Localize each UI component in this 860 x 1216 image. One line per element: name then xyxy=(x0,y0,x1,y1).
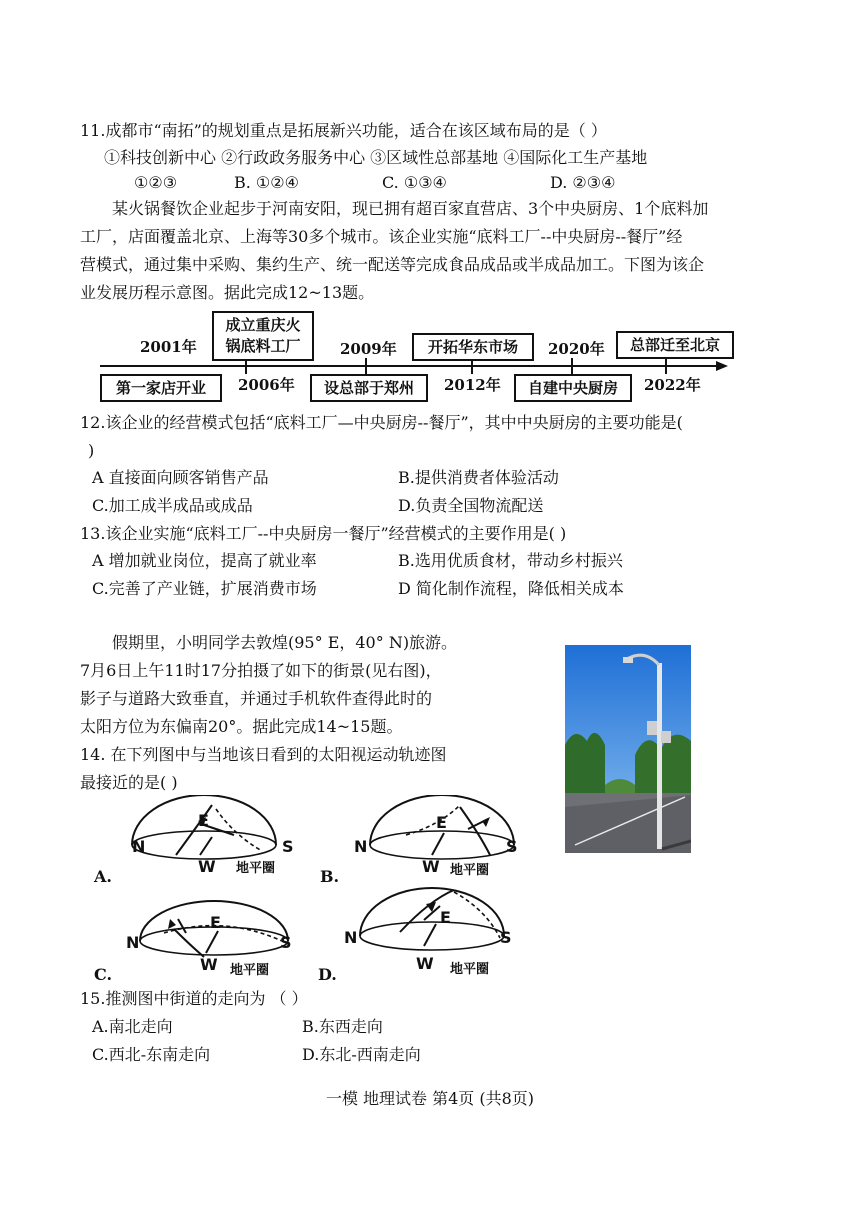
timeline-year-2006: 2006年 xyxy=(238,376,295,394)
timeline-event-2006-line1: 成立重庆火 xyxy=(225,316,301,334)
timeline-event-2020: 自建中央厨房 xyxy=(514,374,632,402)
timeline-event-2012: 开拓华东市场 xyxy=(412,333,534,361)
q15-stem: 15.推测图中街道的走向为 （ ） xyxy=(80,989,308,1008)
timeline-event-2022: 总部迁至北京 xyxy=(616,331,734,359)
q14-stem-line1: 14. 在下列图中与当地该日看到的太阳视运动轨迹图 xyxy=(80,745,447,764)
q14-c-s: S xyxy=(280,933,292,952)
page-footer: 一模 地理试卷 第4页 (共8页) xyxy=(325,1089,535,1108)
q11-items: ①科技创新中心 ②行政政务服务中心 ③区域性总部基地 ④国际化工生产基地 xyxy=(104,148,648,167)
q14-stem-line2: 最接近的是( ) xyxy=(80,773,178,792)
q12-option-b: B.提供消费者体验活动 xyxy=(398,468,559,487)
timeline-year-2012: 2012年 xyxy=(444,376,501,394)
q14-d-s: S xyxy=(500,928,512,947)
q11-option-b: B. ①②④ xyxy=(234,173,299,192)
q14-a-n: N xyxy=(132,837,146,856)
timeline-year-2009: 2009年 xyxy=(340,340,397,358)
q11-option-c: C. ①③④ xyxy=(382,173,447,192)
q14-c-horizon: 地平圈 xyxy=(230,963,270,978)
q14-c-e: E xyxy=(210,913,221,932)
q14-d-n: N xyxy=(344,928,358,947)
timeline-event-2009: 设总部于郑州 xyxy=(310,374,428,402)
passage2-line2: 7月6日上午11时17分拍摄了如下的街景(见右图)， xyxy=(80,661,442,680)
q13-option-a: A 增加就业岗位，提高了就业率 xyxy=(92,551,317,570)
passage1-line3: 营模式，通过集中采购、集约生产、统一配送等完成食品成品或半成品加工。下图为该企 xyxy=(80,255,705,274)
q15-option-a: A.南北走向 xyxy=(92,1017,173,1036)
q14-a-e: E xyxy=(198,811,209,830)
q15-option-c: C.西北-东南走向 xyxy=(92,1045,211,1064)
q13-option-c: C.完善了产业链，扩展消费市场 xyxy=(92,579,317,598)
q14-d-e: E xyxy=(440,908,451,927)
q12-option-d: D.负责全国物流配送 xyxy=(398,496,544,515)
q15-option-b: B.东西走向 xyxy=(302,1017,383,1036)
q14-option-a-diagram xyxy=(94,795,294,894)
passage2-line4: 太阳方位为东偏南20°。据此完成14~15题。 xyxy=(80,717,403,736)
q14-option-b-label: B. xyxy=(320,867,340,886)
q14-b-s: S xyxy=(506,837,518,856)
q14-c-n: N xyxy=(126,933,140,952)
q12-option-a: A 直接面向顾客销售产品 xyxy=(92,468,269,487)
q12-option-c: C.加工成半成品或成品 xyxy=(92,496,253,515)
passage2-line3: 影子与道路大致垂直，并通过手机软件查得此时的 xyxy=(80,689,433,708)
q15-option-d: D.东北-西南走向 xyxy=(302,1045,421,1064)
timeline-event-2001: 第一家店开业 xyxy=(100,374,222,402)
passage1-line2: 工厂，店面覆盖北京、上海等30多个城市。该企业实施“底料工厂--中央厨房--餐厅”经 xyxy=(80,227,683,246)
timeline-year-2001: 2001年 xyxy=(140,338,197,356)
q14-option-d-label: D. xyxy=(318,965,337,984)
q13-option-b: B.选用优质食材，带动乡村振兴 xyxy=(398,551,623,570)
q12-stem-cont: ) xyxy=(88,441,95,460)
q11-stem: 11.成都市“南拓”的规划重点是拓展新兴功能，适合在该区域布局的是（ ） xyxy=(80,121,607,140)
street-photo xyxy=(565,645,691,853)
q14-a-horizon: 地平圈 xyxy=(236,861,276,876)
q14-b-e: E xyxy=(436,813,447,832)
q14-option-d-diagram xyxy=(340,880,520,979)
q11-option-a: ①②③ xyxy=(134,173,178,192)
q13-stem: 13.该企业实施“底料工厂--中央厨房一餐厅”经营模式的主要作用是( ) xyxy=(80,524,567,543)
timeline-year-2020: 2020年 xyxy=(548,340,605,358)
timeline-event-2006-line2: 锅底料工厂 xyxy=(225,337,301,355)
q11-option-d: D. ②③④ xyxy=(550,173,616,192)
q14-option-a-label: A. xyxy=(94,867,112,886)
q14-a-w: W xyxy=(198,857,216,876)
q14-b-w: W xyxy=(422,857,440,876)
q14-b-n: N xyxy=(354,837,368,856)
passage2-line1: 假期里，小明同学去敦煌(95° E，40° N)旅游。 xyxy=(112,633,458,652)
q13-option-d: D 简化制作流程，降低相关成本 xyxy=(398,579,624,598)
q12-stem: 12.该企业的经营模式包括“底料工厂—中央厨房--餐厅”，其中中央厨房的主要功能是( xyxy=(80,413,683,432)
passage1-line1: 某火锅餐饮企业起步于河南安阳，现已拥有超百家直营店、3个中央厨房、1个底料加 xyxy=(112,199,709,218)
q14-d-w: W xyxy=(416,954,434,973)
q14-c-w: W xyxy=(200,955,218,974)
timeline-year-2022: 2022年 xyxy=(644,376,701,394)
q14-a-s: S xyxy=(282,837,294,856)
timeline-event-2006 xyxy=(212,311,314,361)
passage1-line4: 业发展历程示意图。据此完成12~13题。 xyxy=(80,283,375,302)
q14-b-horizon: 地平圈 xyxy=(450,863,490,878)
q14-d-horizon: 地平圈 xyxy=(450,962,490,977)
q14-option-c-label: C. xyxy=(94,965,113,984)
q14-option-c-diagram xyxy=(124,895,304,979)
